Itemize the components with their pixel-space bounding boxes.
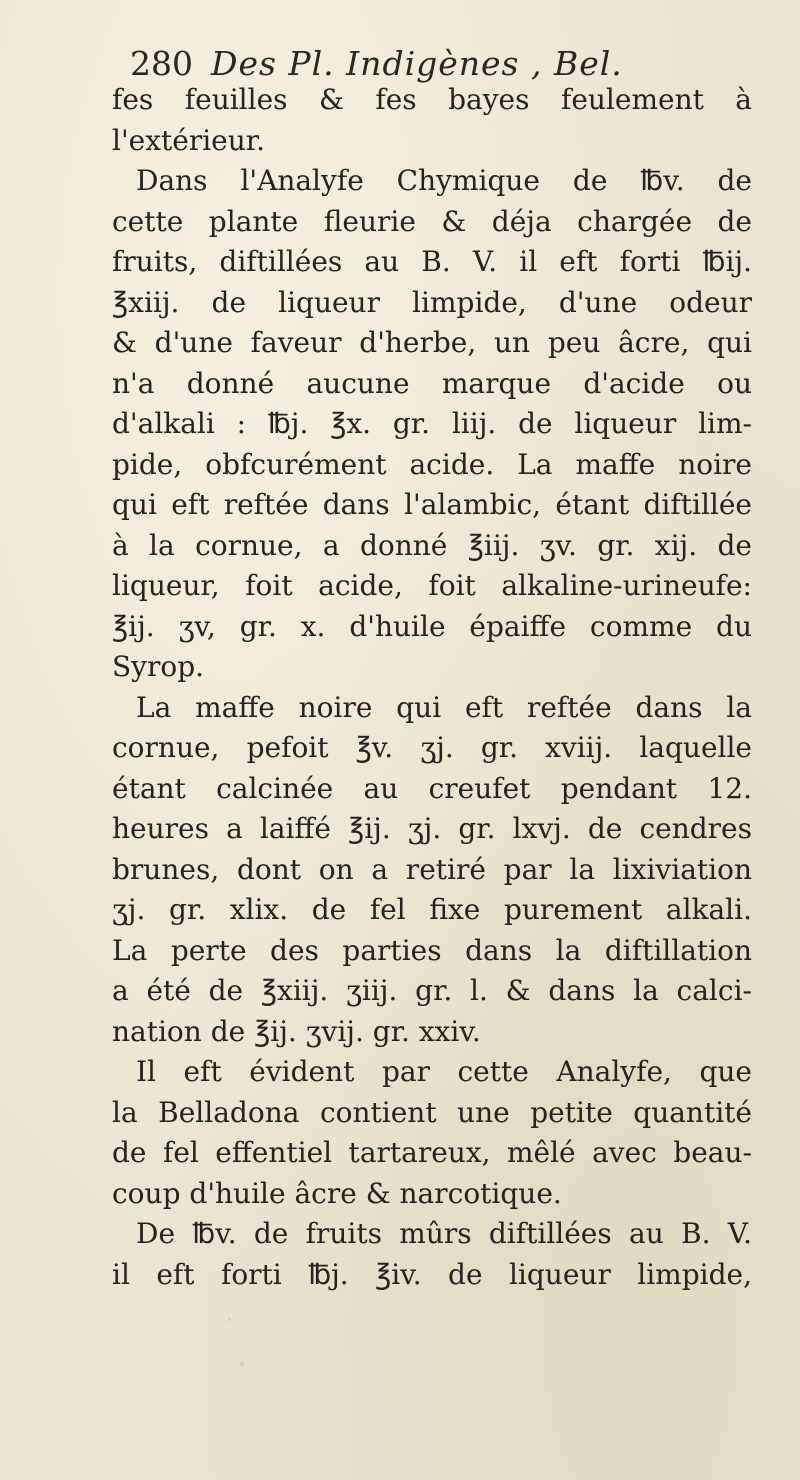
text-line: Syrop. — [112, 650, 205, 683]
text-line: ℥xiij. de liqueur limpide, d'une odeur — [112, 285, 752, 319]
paper-spot — [228, 1318, 231, 1321]
text-line: d'alkali : ℔j. ℥x. gr. liij. de liqueur lim- — [112, 407, 752, 440]
text-line: fes feuilles & fes bayes feulement à — [112, 83, 752, 116]
text-line: ℥ij. ʒv, gr. x. d'huile épaiffe comme du — [112, 609, 752, 643]
text-line: a été de ℥xiij. ʒiij. gr. l. & dans la calci- — [112, 974, 752, 1007]
text-line: coup d'huile âcre & narcotique. — [112, 1176, 562, 1210]
text-line: à la cornue, a donné ℥iij. ʒv. gr. xij. de — [112, 528, 752, 562]
text-line: pide, obfcurément acide. La maffe noire — [112, 447, 752, 481]
text-line: n'a donné aucune marque d'acide ou — [112, 366, 752, 400]
text-line: la Belladona contient une petite quantité — [112, 1095, 752, 1129]
paper-spot — [732, 302, 737, 307]
text-line: De ℔v. de fruits mûrs diftillées au B. V. — [136, 1217, 752, 1250]
text-line: & d'une faveur d'herbe, un peu âcre, qui — [112, 326, 752, 359]
text-line: étant calcinée au creufet pendant 12. — [112, 771, 752, 805]
text-line: l'extérieur. — [112, 123, 265, 157]
text-line: brunes, dont on a retiré par la lixiviation — [112, 852, 752, 886]
text-line: Dans l'Analyfe Chymique de ℔v. de — [136, 164, 752, 197]
text-line: liqueur, foit acide, foit alkaline-urineufe: — [112, 569, 752, 602]
text-line: ʒj. gr. xlix. de fel fixe purement alkali. — [112, 893, 752, 926]
paper-spot — [240, 1362, 244, 1366]
text-line: qui eft reftée dans l'alambic, étant diftillée — [112, 488, 752, 521]
text-line: La perte des parties dans la diftillation — [112, 933, 752, 967]
text-line: cornue, pefoit ℥v. ʒj. gr. xviij. laquelle — [112, 731, 752, 764]
page-number: 280 — [130, 44, 193, 83]
text-line: cette plante fleurie & déja chargée de — [112, 204, 752, 238]
body-text — [112, 80, 752, 1295]
text-line: fruits, diftillées au B. V. il eft forti ℔ij. — [112, 245, 752, 278]
text-line: Il eft évident par cette Analyfe, que — [136, 1055, 752, 1088]
running-title: Des Pl. Indigènes , Bel. — [211, 44, 623, 83]
text-line: de fel effentiel tartareux, mêlé avec beau- — [112, 1136, 752, 1169]
text-line: nation de ℥ij. ʒvij. gr. xxiv. — [112, 1014, 481, 1048]
text-line: il eft forti ℔j. ℥iv. de liqueur limpide, — [112, 1257, 752, 1291]
text-line: La maffe noire qui eft reftée dans la — [136, 690, 752, 724]
text-line: heures a laiffé ℥ij. ʒj. gr. lxvj. de cendres — [112, 812, 752, 845]
